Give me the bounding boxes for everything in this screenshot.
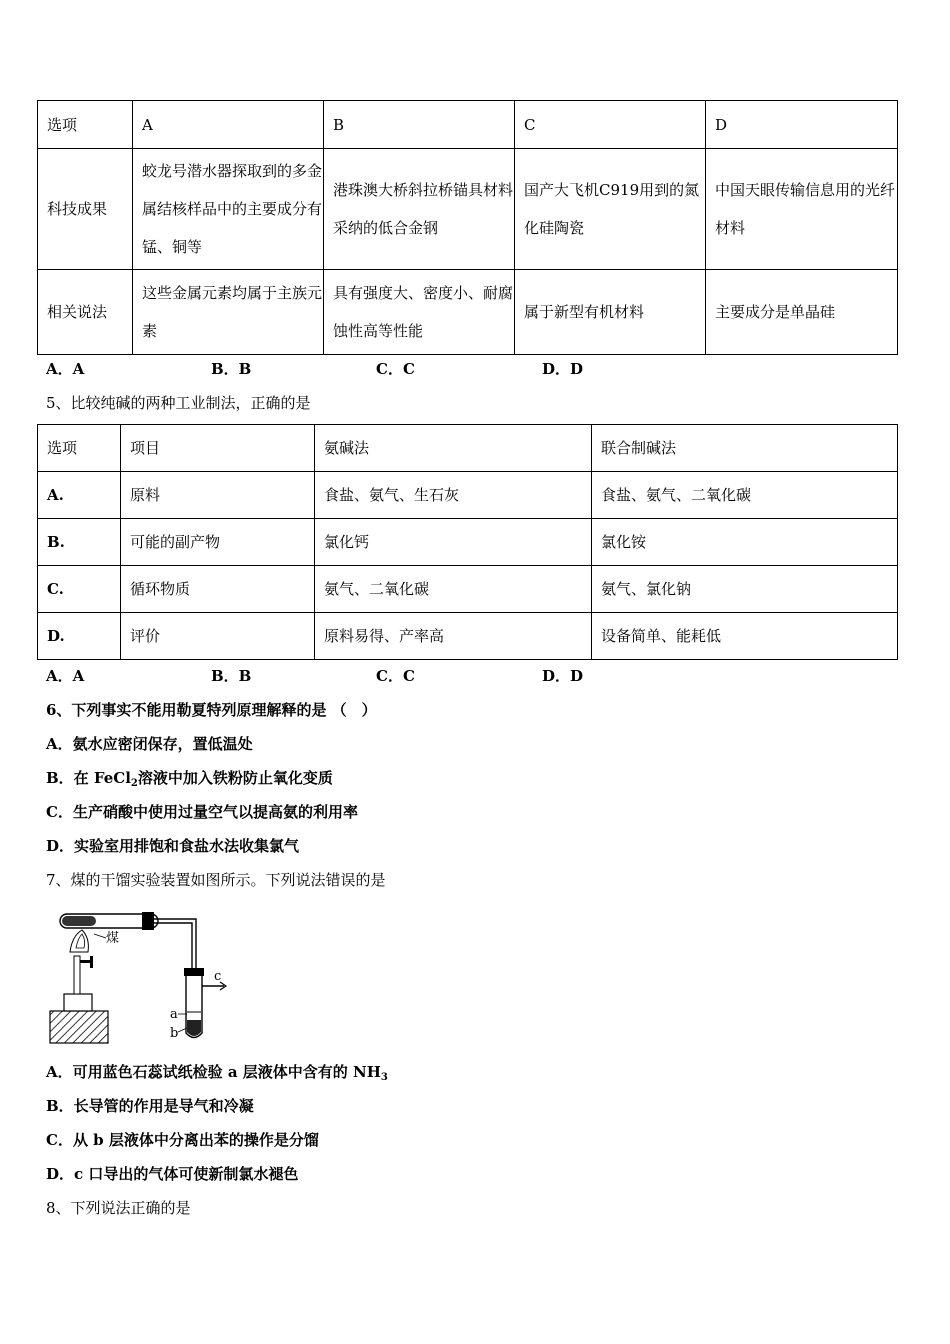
clamp-screw — [90, 956, 93, 968]
liquid-b — [187, 1020, 201, 1036]
header-cell: 选项 — [38, 101, 133, 149]
table-cell: 评价 — [121, 613, 315, 660]
lamp-block — [64, 994, 92, 1011]
label-coal: 煤 — [106, 931, 120, 946]
table-cell: 具有强度大、密度小、耐腐蚀性高等性能 — [324, 270, 515, 355]
q7-option-a[interactable] — [46, 1062, 388, 1082]
header-cell: B — [324, 101, 515, 149]
table-cell: 循环物质 — [121, 566, 315, 613]
table-cell: 原料易得、产率高 — [315, 613, 592, 660]
row-label: 相关说法 — [38, 270, 133, 355]
table-row — [38, 472, 898, 519]
q7-option-b[interactable]: B．长导管的作用是导气和冷凝 — [46, 1097, 254, 1115]
label-c: c — [214, 969, 222, 984]
coal-distillation-apparatus — [46, 908, 246, 1048]
coal-sample — [62, 916, 96, 926]
stand-rod — [74, 956, 80, 994]
table-cell: 氨气、二氧化碳 — [315, 566, 592, 613]
header-cell: 联合制碱法 — [592, 425, 898, 472]
clamp — [80, 960, 90, 963]
header-cell: A — [133, 101, 324, 149]
option-d[interactable]: D．D — [542, 360, 584, 378]
q7-option-d[interactable]: D．c 口导出的气体可使新制氯水褪色 — [46, 1165, 299, 1183]
q8-stem: 8、下列说法正确的是 — [46, 1199, 191, 1217]
option-a[interactable]: A．A — [46, 360, 85, 378]
header-cell: D — [706, 101, 898, 149]
burner-base — [50, 1011, 108, 1043]
table-cell: 氯化钙 — [315, 519, 592, 566]
stopper — [142, 912, 154, 930]
q6-option-c[interactable]: C．生产硝酸中使用过量空气以提高氨的利用率 — [46, 803, 358, 821]
table-cell: 氯化铵 — [592, 519, 898, 566]
soda-ash-table — [37, 424, 898, 660]
table-cell: 国产大飞机C919用到的氮化硅陶瓷 — [515, 149, 706, 270]
option-c[interactable]: C．C — [376, 360, 415, 378]
header-cell: 氨碱法 — [315, 425, 592, 472]
option-d[interactable]: D．D — [542, 667, 584, 685]
option-b[interactable]: B．B — [211, 667, 252, 685]
q6-stem: 6、下列事实不能用勒夏特列原理解释的是 （ ） — [46, 701, 377, 719]
table-cell: 中国天眼传输信息用的光纤材料 — [706, 149, 898, 270]
row-label: D. — [38, 613, 121, 660]
table-cell: 原料 — [121, 472, 315, 519]
table-cell: 设备简单、能耗低 — [592, 613, 898, 660]
table-row — [38, 270, 898, 355]
table-cell: 食盐、氨气、生石灰 — [315, 472, 592, 519]
subscript: 3 — [380, 1072, 388, 1083]
q6-option-d[interactable]: D．实验室用排饱和食盐水法收集氯气 — [46, 837, 300, 855]
header-cell: 项目 — [121, 425, 315, 472]
label-a: a — [170, 1007, 178, 1022]
table-cell: 食盐、氨气、二氧化碳 — [592, 472, 898, 519]
table-cell: 港珠澳大桥斜拉桥锚具材料采纳的低合金钢 — [324, 149, 515, 270]
table-row — [38, 566, 898, 613]
option-text: A．可用蓝色石蕊试纸检验 a 层液体中含有的 NH — [46, 1063, 381, 1081]
table-cell: 属于新型有机材料 — [515, 270, 706, 355]
table-header-row — [38, 425, 898, 472]
q6-option-b[interactable] — [46, 768, 333, 788]
row-label: B. — [38, 519, 121, 566]
q7-stem: 7、煤的干馏实验装置如图所示。下列说法错误的是 — [46, 871, 386, 889]
option-a[interactable]: A．A — [46, 667, 85, 685]
header-cell: 选项 — [38, 425, 121, 472]
materials-table — [37, 100, 898, 355]
table-row — [38, 149, 898, 270]
table-header-row — [38, 101, 898, 149]
header-cell: C — [515, 101, 706, 149]
table-cell: 主要成分是单晶硅 — [706, 270, 898, 355]
option-c[interactable]: C．C — [376, 667, 415, 685]
q5-stem: 5、比较纯碱的两种工业制法，正确的是 — [46, 394, 311, 412]
table-cell: 氨气、氯化钠 — [592, 566, 898, 613]
table-row — [38, 613, 898, 660]
q6-option-a[interactable]: A．氨水应密闭保存，置低温处 — [46, 735, 253, 753]
table-cell: 这些金属元素均属于主族元素 — [133, 270, 324, 355]
q7-option-c[interactable]: C．从 b 层液体中分离出苯的操作是分馏 — [46, 1131, 319, 1149]
label-b: b — [170, 1026, 179, 1041]
tube-stopper — [184, 968, 204, 976]
table-cell: 蛟龙号潜水器探取到的多金属结核样品中的主要成分有锰、铜等 — [133, 149, 324, 270]
flame-icon — [70, 930, 88, 952]
table-row — [38, 519, 898, 566]
row-label: 科技成果 — [38, 149, 133, 270]
table-cell: 可能的副产物 — [121, 519, 315, 566]
row-label: C. — [38, 566, 121, 613]
option-b[interactable]: B．B — [211, 360, 252, 378]
subscript: 2 — [130, 778, 138, 789]
option-text: 溶液中加入铁粉防止氧化变质 — [137, 769, 333, 787]
option-text: B．在 FeCl — [46, 769, 131, 787]
row-label: A. — [38, 472, 121, 519]
